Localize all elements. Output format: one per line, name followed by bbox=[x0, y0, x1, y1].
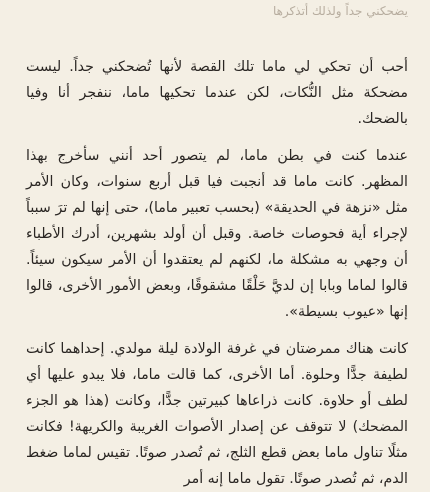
paragraph-3: كانت هناك ممرضتان في غرفة الولادة ليلة مولدي. إحداهما كانت لطيفة جدًّا وحلوة. أما الأخرى، كما قالت ماما، فلا يبدو عليها أي لطف أو حلاوة. كانت ذراعاها كبيرتين جدًّا، وكانت (هذا هو الجزء المضحك) لا تتوقف عن إصدار الأصوات الغريبة والكريهة! فكانت مثلًا تناول ماما بعض قطع الثلج، ثم تُصدر صوتًا. تقيس لماما ضغط الدم، ثم تُصدر صوتًا. تقول ماما إنه أمر bbox=[26, 341, 408, 487]
partial-top-line: يضحكني جداً ولذلك أتذكرها bbox=[272, 4, 408, 18]
paragraph-1: أحب أن تحكي لي ماما تلك القصة لأنها تُضحكني جداً. ليست مضحكة مثل النُّكات، لكن عندما تحكيها ماما، ننفجر أنا وفيا بالضحك. bbox=[26, 59, 408, 127]
paragraph-2: عندما كنت في بطن ماما، لم يتصور أحد أنني سأخرج بهذا المظهر. كانت ماما قد أنجبت فيا قبل أربع سنوات، وكان الأمر مثل «نزهة في الحديقة» (بحسب تعبير ماما)، حتى إنها لم ترَ سبباً لإجراء أية فحوصات خاصة. وقبل أن أولد بشهرين، أدرك الأطباء أن وجهي به مشكلة ما، لكنهم لم يعتقدوا أن الأمر سيكون سيئاً. قالوا لماما وبابا إن لديَّ حَلْقًا مشقوقًا، وبعض الأمور الأخرى، قالوا إنها «عيوب بسيطة». bbox=[26, 148, 408, 320]
